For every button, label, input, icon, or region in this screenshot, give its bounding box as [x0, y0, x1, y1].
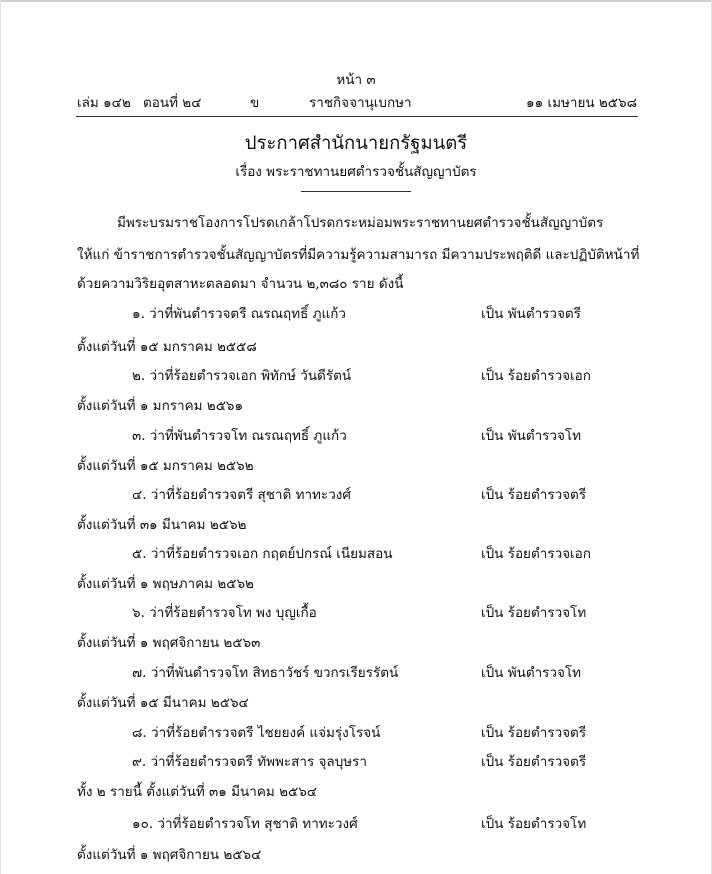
list-item-date: ตั้งแต่วันที่ ๑ พฤศจิกายน ๒๕๖๔: [77, 847, 262, 863]
list-item-date: ตั้งแต่วันที่ ๑๕ มีนาคม ๒๕๖๔: [77, 695, 249, 711]
page-number: หน้า ๓: [336, 72, 376, 88]
gazette-header-row: [77, 94, 637, 112]
intro-line-3: ด้วยความวิริยอุตสาหะตลอดมา จำนวน ๒,๓๘๐ ราย ดังนี้: [77, 276, 404, 292]
list-item-rank: เป็น ร้อยตำรวจตรี: [481, 754, 587, 770]
list-item-name: ๘. ว่าที่ร้อยตำรวจตรี ไชยยงค์ แจ่มรุ่งโรจน์: [132, 725, 381, 741]
list-item-name: ๙. ว่าที่ร้อยตำรวจตรี ทัพพะสาร จุลบุษรา: [132, 754, 367, 770]
list-item-name: ๑. ว่าที่พันตำรวจตรี ณรณฤทธิ์ ภูแก้ว: [132, 306, 346, 322]
list-item-rank: เป็น พันตำรวจโท: [481, 428, 582, 444]
list-item-rank: เป็น ร้อยตำรวจโท: [481, 816, 587, 832]
list-item-rank: เป็น ร้อยตำรวจเอก: [481, 368, 591, 384]
list-item-rank: เป็น ร้อยตำรวจตรี: [481, 487, 587, 503]
page-top-border: [0, 0, 712, 2]
list-item-date: ตั้งแต่วันที่ ๓๑ มีนาคม ๒๕๖๒: [77, 517, 247, 533]
gazette-name: ราชกิจจานุเบกษา: [309, 95, 412, 111]
list-item-name: ๕. ว่าที่ร้อยตำรวจเอก กฤตย์ปกรณ์ เนียมสอน: [132, 546, 393, 562]
list-item-name: ๒. ว่าที่ร้อยตำรวจเอก พิทักษ์ วันดีรัตน์: [132, 368, 352, 384]
list-item-date: ตั้งแต่วันที่ ๑๕ มกราคม ๒๕๖๒: [77, 458, 254, 474]
list-item-rank: เป็น ร้อยตำรวจเอก: [481, 546, 591, 562]
volume-label: เล่ม ๑๔๒: [77, 95, 131, 111]
header-divider: [76, 116, 638, 117]
section-label: ข: [250, 95, 260, 111]
list-item-name: ๓. ว่าที่พันตำรวจโท ณรณฤทธิ์ ภูแก้ว: [132, 428, 347, 444]
intro-line-1: มีพระบรมราชโองการโปรดเกล้าโปรดกระหม่อมพระราชทานยศตำรวจชั้นสัญญาบัตร: [117, 215, 604, 231]
list-item-rank: เป็น ร้อยตำรวจโท: [481, 605, 587, 621]
list-item-date: ตั้งแต่วันที่ ๑ มกราคม ๒๕๖๑: [77, 398, 244, 414]
list-item-name: ๑๐. ว่าที่ร้อยตำรวจโท สุชาติ ทาทะวงศ์: [132, 816, 358, 832]
list-item-rank: เป็น พันตำรวจโท: [481, 665, 582, 681]
list-item-date: ตั้งแต่วันที่ ๑ พฤศจิกายน ๒๕๖๓: [77, 635, 261, 651]
list-item-name: ๔. ว่าที่ร้อยตำรวจตรี สุชาติ ทาทะวงศ์: [132, 487, 351, 503]
document-subject: เรื่อง พระราชทานยศตำรวจชั้นสัญญาบัตร: [235, 164, 477, 180]
list-item-name: ๖. ว่าที่ร้อยตำรวจโท พง บุญเกื้อ: [132, 605, 317, 621]
issue-label: ตอนที่ ๒๔: [143, 95, 202, 111]
list-item-date: ตั้งแต่วันที่ ๑๕ มกราคม ๒๕๕๘: [77, 339, 257, 355]
list-item-rank: เป็น พันตำรวจตรี: [481, 306, 581, 322]
list-item-date: ทั้ง ๒ รายนี้ ตั้งแต่วันที่ ๓๑ มีนาคม ๒๕๖๔: [77, 784, 317, 800]
subject-underline: [301, 191, 411, 192]
list-item-rank: เป็น ร้อยตำรวจตรี: [481, 725, 587, 741]
document-title: ประกาศสำนักนายกรัฐมนตรี: [244, 133, 468, 154]
intro-line-2: ให้แก่ ข้าราชการตำรวจชั้นสัญญาบัตรที่มีความรู้ความสามารถ มีความประพฤติดี และปฏิบัติหน้าที่: [77, 247, 640, 263]
list-item-name: ๗. ว่าที่พันตำรวจโท สิทธาวัชร์ ขวกรเรียรรัตน์: [132, 665, 399, 681]
gazette-date: ๑๑ เมษายน ๒๕๖๘: [526, 95, 637, 111]
list-item-date: ตั้งแต่วันที่ ๑ พฤษภาคม ๒๕๖๒: [77, 576, 254, 592]
